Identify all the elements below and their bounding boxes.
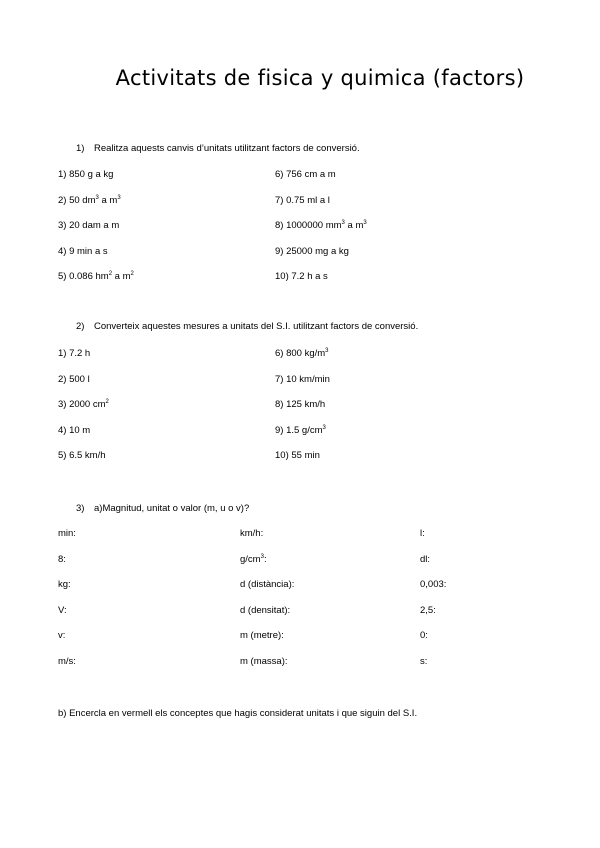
item-text: 7) 10 km/min bbox=[275, 373, 330, 385]
exercise-item bbox=[58, 450, 106, 461]
item-text: 8: bbox=[58, 553, 66, 565]
item-text: min: bbox=[58, 528, 76, 539]
item-text: 2,5: bbox=[420, 604, 436, 616]
classify-item bbox=[58, 630, 65, 641]
superscript: 3 bbox=[260, 553, 264, 560]
exercise-item bbox=[275, 246, 349, 257]
exercise-item bbox=[58, 169, 113, 180]
superscript: 3 bbox=[325, 348, 329, 354]
classify-item bbox=[58, 528, 76, 539]
question-3-text: a)Magnitud, unitat o valor (m, u o v)? bbox=[94, 503, 250, 514]
item-text: 6) 800 kg/m bbox=[275, 348, 326, 359]
item-text: m (metre): bbox=[240, 630, 284, 642]
item-text: a m bbox=[344, 220, 364, 231]
exercise-item bbox=[58, 271, 134, 282]
superscript: 3 bbox=[117, 194, 121, 201]
item-text: 2) 500 l bbox=[58, 373, 90, 385]
classify-item bbox=[420, 554, 430, 565]
exercise-item bbox=[58, 374, 90, 385]
question-3b-text: b) Encercla en vermell els conceptes que hagis considerat unitats i que siguin del S.I. bbox=[58, 708, 418, 719]
classify-item bbox=[58, 579, 71, 590]
exercise-item bbox=[275, 271, 328, 282]
exercise-item bbox=[275, 374, 330, 385]
superscript: 3 bbox=[95, 194, 99, 201]
exercise-item bbox=[58, 425, 90, 436]
classify-item bbox=[420, 579, 446, 590]
classify-item bbox=[420, 605, 436, 616]
item-text: 6) 756 cm a m bbox=[275, 169, 336, 180]
question-2-heading bbox=[76, 321, 418, 332]
item-text: s: bbox=[420, 656, 428, 667]
item-text: a m bbox=[98, 194, 118, 206]
exercise-item bbox=[275, 220, 367, 231]
superscript: 2 bbox=[108, 271, 113, 277]
item-text: 5) 6.5 km/h bbox=[58, 450, 106, 461]
exercise-item bbox=[58, 246, 108, 257]
exercise-item bbox=[58, 348, 90, 359]
item-text: 10) 55 min bbox=[275, 450, 320, 461]
question-3-number: 3) bbox=[76, 503, 85, 514]
item-text: d (distància): bbox=[240, 579, 295, 591]
superscript: 2 bbox=[130, 271, 134, 277]
item-text: : bbox=[263, 553, 267, 565]
item-text: a m bbox=[112, 271, 131, 282]
item-text: v: bbox=[58, 630, 66, 642]
item-text: m/s: bbox=[58, 656, 76, 667]
classify-item bbox=[240, 554, 267, 565]
item-text: 3) 20 dam a m bbox=[58, 220, 120, 231]
item-text: d (densitat): bbox=[240, 604, 291, 616]
item-text: 4) 10 m bbox=[58, 424, 91, 436]
item-text: 5) 0.086 hm bbox=[58, 271, 109, 282]
question-1-text: Realitza aquests canvis d’unitats utilitzant factors de conversió. bbox=[94, 143, 360, 154]
item-text: km/h: bbox=[240, 528, 264, 539]
superscript: 3 bbox=[363, 220, 367, 226]
item-text: 1) 7.2 h bbox=[58, 348, 91, 359]
item-text: dl: bbox=[420, 553, 431, 565]
item-text: g/cm bbox=[240, 553, 261, 565]
classify-item bbox=[58, 605, 67, 616]
exercise-item bbox=[275, 195, 330, 206]
classify-item bbox=[420, 528, 425, 539]
item-text: 7) 0.75 ml a l bbox=[275, 194, 330, 206]
item-text: 4) 9 min a s bbox=[58, 245, 108, 257]
item-text: V: bbox=[58, 604, 67, 616]
page-title: Activitats de fisica y quimica (factors) bbox=[115, 66, 525, 90]
superscript: 3 bbox=[341, 220, 345, 226]
question-1-heading bbox=[76, 143, 360, 154]
superscript: 2 bbox=[105, 399, 109, 405]
item-text: 9) 1.5 g/cm bbox=[275, 424, 323, 436]
classify-item bbox=[240, 528, 263, 539]
item-text: 8) 125 km/h bbox=[275, 399, 326, 410]
classify-item bbox=[240, 605, 290, 616]
item-text: 0: bbox=[420, 630, 428, 642]
classify-item bbox=[58, 656, 76, 667]
item-text: kg: bbox=[58, 579, 71, 591]
exercise-item bbox=[58, 399, 109, 410]
question-3-heading bbox=[76, 503, 249, 514]
exercise-item bbox=[275, 169, 336, 180]
classify-item bbox=[58, 554, 66, 565]
exercise-item bbox=[275, 425, 326, 436]
classify-item bbox=[240, 630, 284, 641]
exercise-item bbox=[275, 450, 320, 461]
exercise-item bbox=[275, 348, 329, 359]
question-1-number: 1) bbox=[76, 143, 85, 154]
exercise-item bbox=[58, 220, 119, 231]
question-2-text: Converteix aquestes mesures a unitats del S.I. utilitzant factors de conversió. bbox=[94, 321, 419, 332]
exercise-item bbox=[58, 195, 121, 206]
item-text: 1) 850 g a kg bbox=[58, 169, 114, 180]
item-text: 0,003: bbox=[420, 579, 447, 591]
question-2-number: 2) bbox=[76, 321, 85, 332]
classify-item bbox=[420, 630, 428, 641]
classify-item bbox=[240, 656, 288, 667]
classify-item bbox=[420, 656, 427, 667]
item-text: 3) 2000 cm bbox=[58, 399, 106, 410]
classify-item bbox=[240, 579, 294, 590]
item-text: m (massa): bbox=[240, 656, 288, 667]
item-text: l: bbox=[420, 528, 425, 539]
item-text: 8) 1000000 mm bbox=[275, 220, 342, 231]
exercise-item bbox=[275, 399, 325, 410]
item-text: 9) 25000 mg a kg bbox=[275, 245, 349, 257]
superscript: 3 bbox=[322, 424, 326, 431]
item-text: 10) 7.2 h a s bbox=[275, 271, 328, 282]
item-text: 2) 50 dm bbox=[58, 194, 96, 206]
